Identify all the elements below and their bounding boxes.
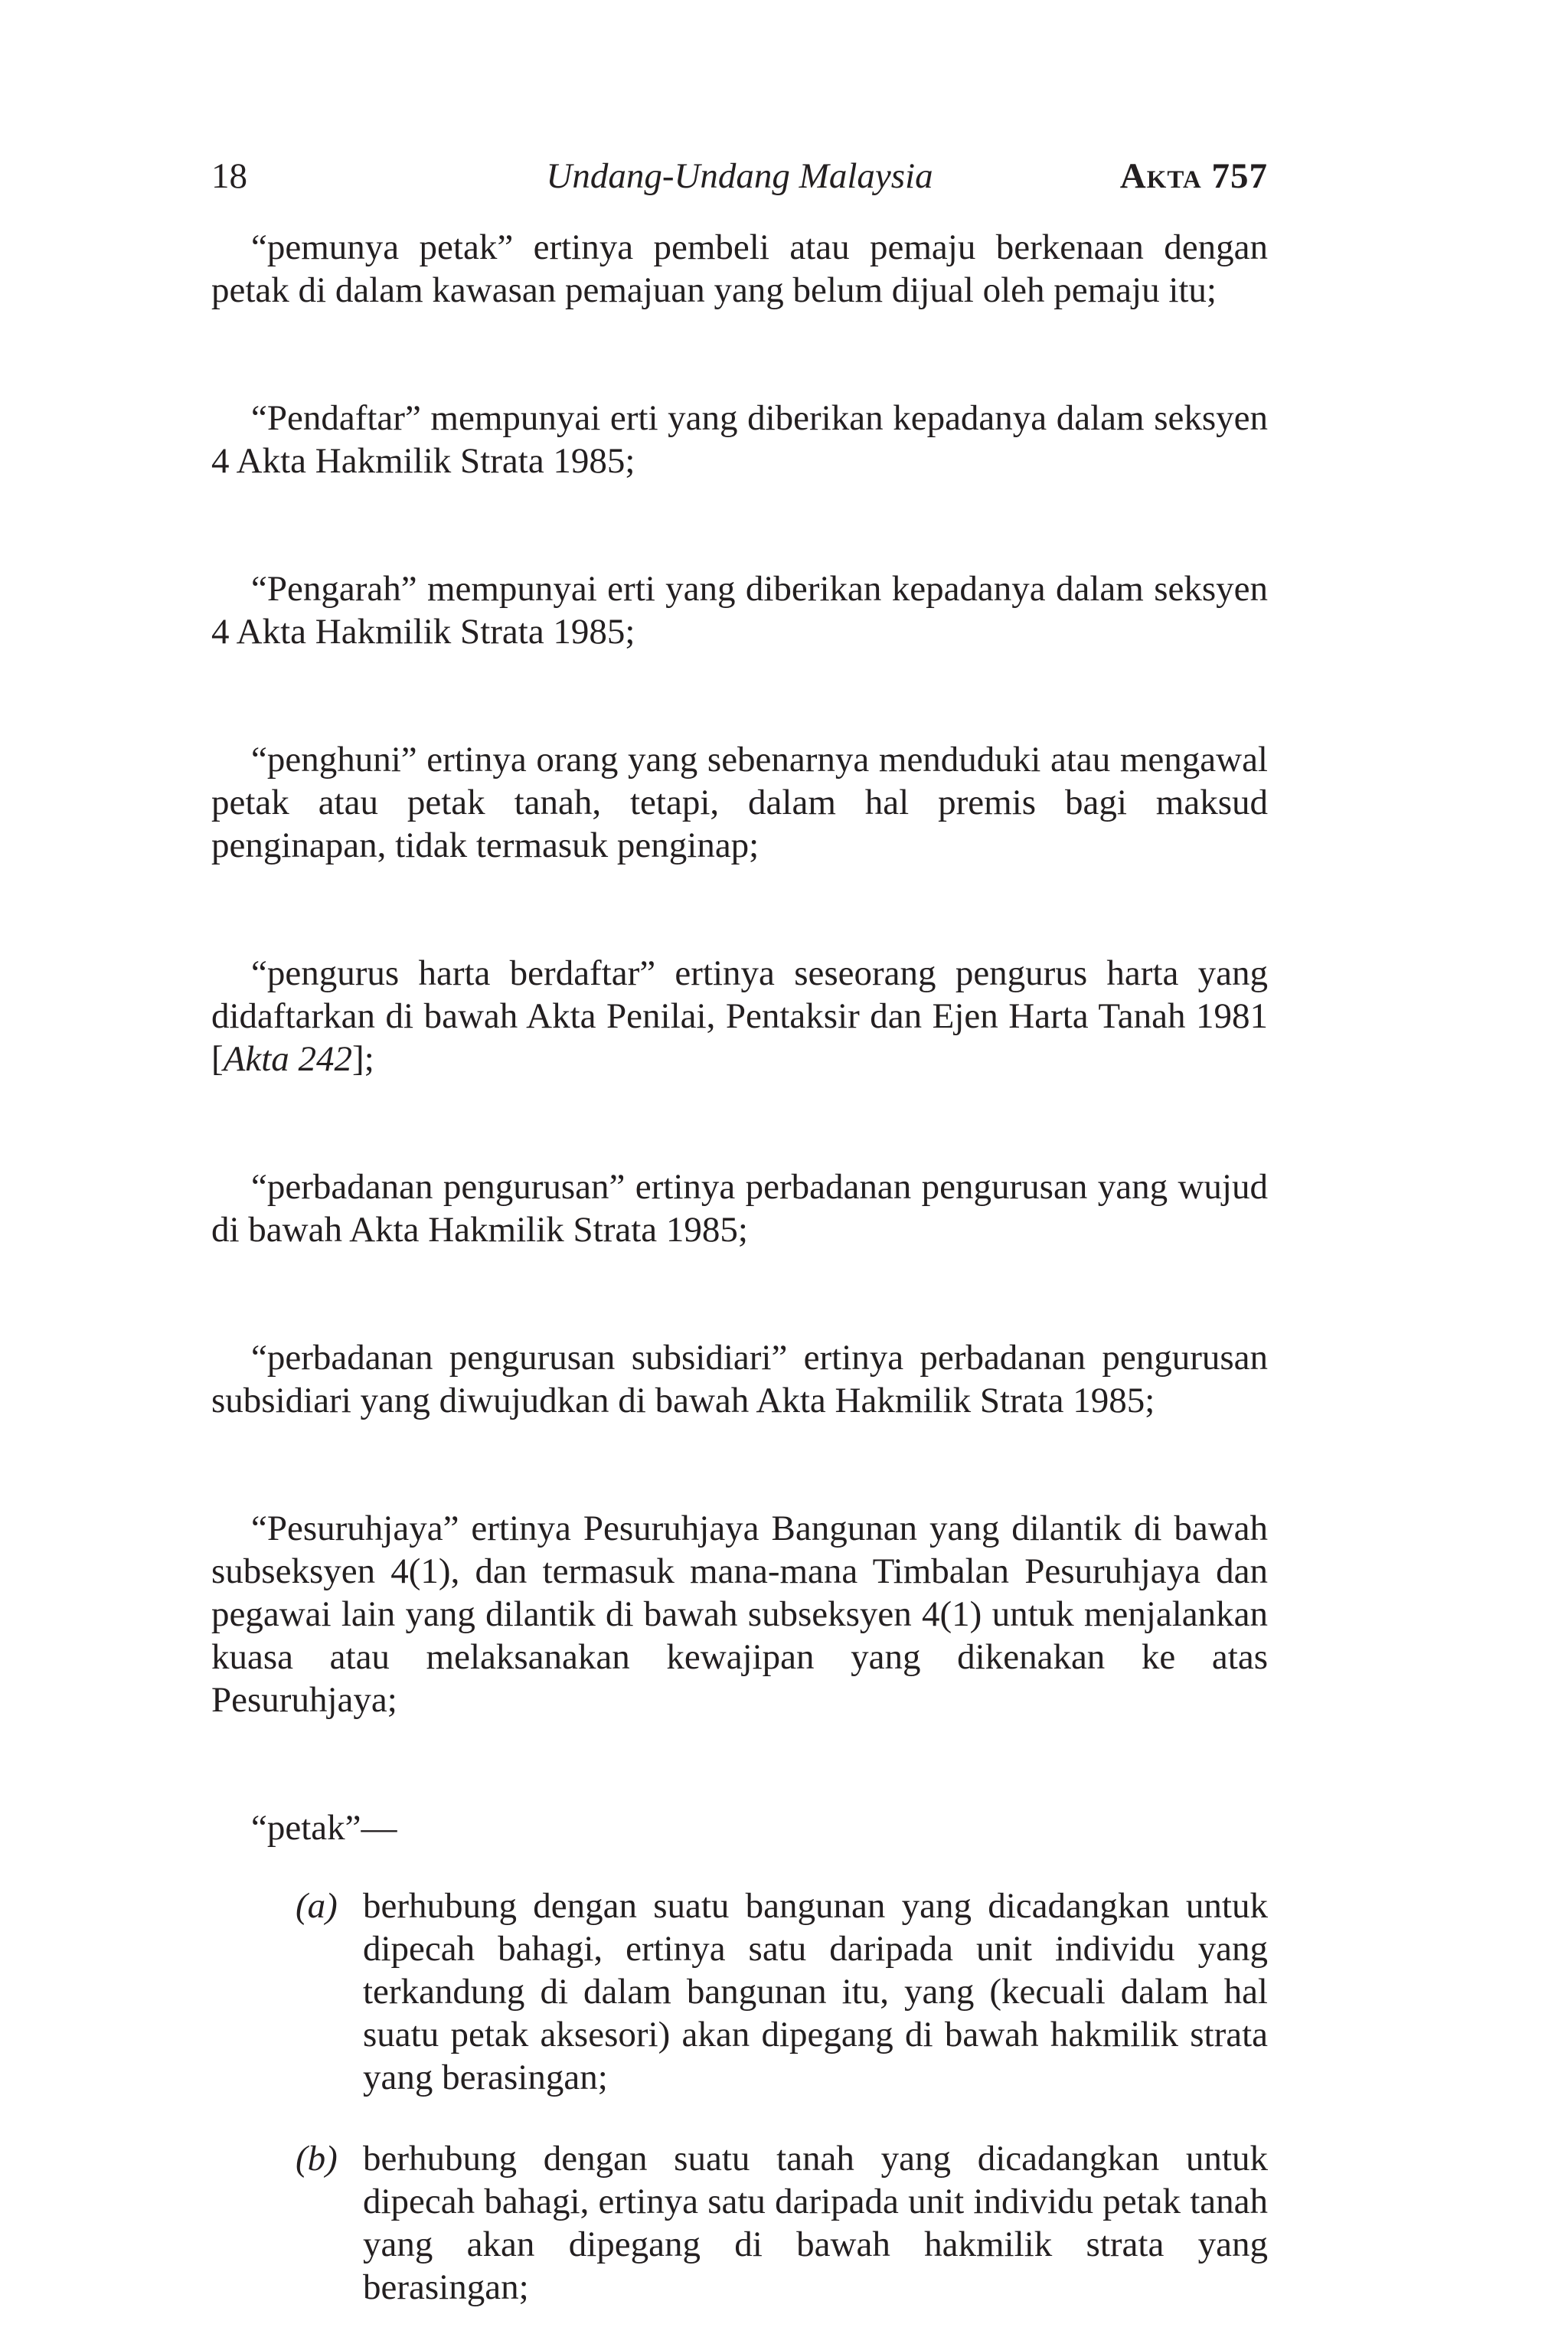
item-text: berhubung dengan suatu tanah yang dicadangkan untuk dipecah bahagi, ertinya satu daripada unit individu petak tanah yang akan dipegang di bawah hakmilik strata yang berasingan; (363, 2139, 1268, 2307)
header-title: Undang-Undang Malaysia (546, 156, 933, 196)
definition-pengurus-harta (211, 952, 1268, 1080)
document-page (211, 149, 1268, 2347)
definition-penghuni: “penghuni” ertinya orang yang sebenarnya menduduki atau mengawal petak atau petak tanah, tetapi, dalam hal premis bagi maksud penginapan, tidak termasuk penginap; (211, 740, 1268, 865)
item-label: (b) (296, 2139, 338, 2179)
page-number: 18 (211, 156, 247, 196)
act-reference: Akta 242 (223, 1039, 353, 1079)
definition-text: “pengurus harta berdaftar” ertinya seseorang pengurus harta yang didaftarkan di bawah Akta Penilai, Pentaksir dan Ejen Harta Tanah 1981 [ (211, 953, 1268, 1079)
page-header (211, 149, 1268, 203)
definition-petak-lead: “petak”— (251, 1808, 397, 1848)
definition-pemunya-petak: “pemunya petak” ertinya pembeli atau pemaju berkenaan dengan petak di dalam kawasan pemajuan yang belum dijual oleh pemaju itu; (211, 227, 1268, 310)
list-item (211, 1884, 1268, 2099)
definition-pengarah: “Pengarah” mempunyai erti yang diberikan kepadanya dalam seksyen 4 Akta Hakmilik Strata 1985; (211, 569, 1268, 652)
document-body (211, 226, 1268, 2309)
definition-perbadanan-subsidiari: “perbadanan pengurusan subsidiari” ertinya perbadanan pengurusan subsidiari yang diwujudkan di bawah Akta Hakmilik Strata 1985; (211, 1338, 1268, 1420)
definition-pendaftar: “Pendaftar” mempunyai erti yang diberikan kepadanya dalam seksyen 4 Akta Hakmilik Strata 1985; (211, 398, 1268, 481)
act-number: Akta 757 (1119, 156, 1268, 196)
item-label: (a) (296, 1886, 338, 1926)
item-text: berhubung dengan suatu bangunan yang dicadangkan untuk dipecah bahagi, ertinya satu daripada unit individu yang terkandung di dalam bangunan itu, yang (kecuali dalam hal suatu petak aksesori) akan dipegang di bawah hakmilik strata yang berasingan; (363, 1886, 1268, 2097)
list-item (211, 2137, 1268, 2309)
definition-perbadanan-pengurusan: “perbadanan pengurusan” ertinya perbadanan pengurusan yang wujud di bawah Akta Hakmilik Strata 1985; (211, 1167, 1268, 1250)
definition-pesuruhjaya: “Pesuruhjaya” ertinya Pesuruhjaya Bangunan yang dilantik di bawah subseksyen 4(1), dan termasuk mana-mana Timbalan Pesuruhjaya dan pegawai lain yang dilantik di bawah subseksyen 4(1) untuk menjalankan kuasa atau melaksanakan kewajipan yang dikenakan ke atas Pesuruhjaya; (211, 1509, 1268, 1720)
definition-text-end: ]; (352, 1039, 374, 1079)
